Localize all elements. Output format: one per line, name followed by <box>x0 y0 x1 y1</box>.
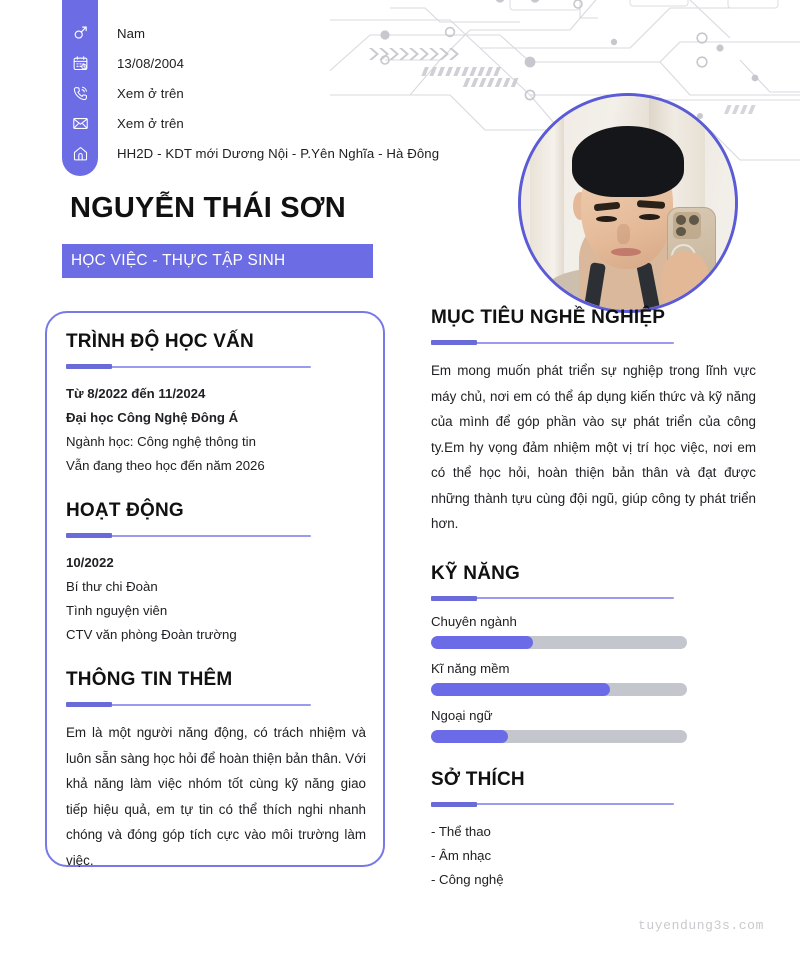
contact-row-phone <box>62 78 482 108</box>
section-title-education: TRÌNH ĐỘ HỌC VẤN <box>66 331 254 352</box>
section-activities <box>66 500 366 647</box>
skill-progress-track <box>431 683 687 696</box>
section-divider <box>66 532 366 540</box>
skill-label: Ngoại ngữ <box>431 707 493 723</box>
contact-value-email: Xem ở trên <box>117 115 184 131</box>
contact-value-phone: Xem ở trên <box>117 85 184 101</box>
section-hobbies <box>431 769 756 892</box>
job-title-badge <box>62 244 373 278</box>
hobby-item: - Thể thao <box>431 823 491 839</box>
activity-line: 10/2022 <box>66 555 114 570</box>
section-title-additional-info: THÔNG TIN THÊM <box>66 669 233 690</box>
section-divider <box>431 339 756 347</box>
section-career-objective <box>431 307 756 537</box>
skill-item <box>431 614 756 649</box>
hobby-item: - Âm nhạc <box>431 847 492 863</box>
hobby-item: - Công nghệ <box>431 871 504 887</box>
home-icon <box>62 145 98 162</box>
additional-info-paragraph: Em là một người năng động, có trách nhiệm và luôn sẵn sàng học hỏi để hoàn thiện bản thân. Với khả năng làm việc nhóm tốt cùng kỹ năng giao tiếp hiệu quả, em tự tin có thể thích nghi nhanh chóng và đóng góp tích cực vào môi trường làm việc. <box>66 725 366 868</box>
education-line: Từ 8/2022 đến 11/2024 <box>66 386 206 401</box>
skill-item <box>431 708 756 743</box>
left-column <box>66 331 366 895</box>
section-divider <box>66 701 366 709</box>
section-divider <box>66 363 366 371</box>
profile-photo <box>521 96 735 310</box>
email-icon <box>62 115 98 132</box>
contact-value-address: HH2D - KDT mới Dương Nội - P.Yên Nghĩa - Hà Đông <box>117 145 440 161</box>
skill-progress-fill <box>431 730 508 743</box>
section-divider <box>431 595 756 603</box>
right-column <box>431 307 756 914</box>
contact-value-gender: Nam <box>117 25 146 41</box>
education-line: Đại học Công Nghệ Đông Á <box>66 410 239 425</box>
section-additional-info <box>66 669 366 873</box>
gender-icon <box>62 25 98 42</box>
skill-progress-fill <box>431 683 610 696</box>
section-title-career-objective: MỤC TIÊU NGHỀ NGHIỆP <box>431 307 666 328</box>
contact-value-birthdate: 13/08/2004 <box>117 55 185 71</box>
section-divider <box>431 801 756 809</box>
career-objective-paragraph: Em mong muốn phát triển sự nghiệp trong lĩnh vực máy chủ, nơi em có thể áp dụng kiến thức và kỹ năng của mình để góp phần vào sự phát triển của công ty.Em hy vọng đảm nhiệm một vị trí học việc, nơi em có thể học hỏi, hoàn thiện bản thân và đạt được những thành tựu cùng đội ngũ, giúp công ty phát triển hơn. <box>431 363 756 531</box>
avatar <box>518 93 738 313</box>
section-skills <box>431 563 756 743</box>
contact-info-list <box>62 18 482 168</box>
section-title-hobbies: SỞ THÍCH <box>431 768 525 790</box>
activity-line: Bí thư chi Đoàn <box>66 579 158 594</box>
contact-row-gender <box>62 18 482 48</box>
calendar-icon <box>62 55 98 72</box>
section-title-skills: KỸ NĂNG <box>431 562 521 584</box>
skill-label: Kĩ năng mềm <box>431 660 510 676</box>
education-line: Vẫn đang theo học đến năm 2026 <box>66 458 265 473</box>
activity-line: CTV văn phòng Đoàn trường <box>66 627 237 642</box>
skill-label: Chuyên ngành <box>431 613 517 629</box>
education-line: Ngành học: Công nghệ thông tin <box>66 434 256 449</box>
section-title-activities: HOẠT ĐỘNG <box>66 500 184 521</box>
skill-progress-track <box>431 730 687 743</box>
skill-item <box>431 661 756 696</box>
candidate-name: NGUYỄN THÁI SƠN <box>70 192 346 224</box>
site-watermark: tuyendung3s.com <box>637 918 764 933</box>
job-title-text: HỌC VIỆC - THỰC TẬP SINH <box>71 252 286 269</box>
activity-line: Tình nguyện viên <box>66 603 168 618</box>
contact-row-address <box>62 138 482 168</box>
skill-progress-track <box>431 636 687 649</box>
contact-row-email <box>62 108 482 138</box>
skill-progress-fill <box>431 636 533 649</box>
section-education <box>66 331 366 478</box>
phone-icon <box>62 85 98 102</box>
contact-row-birthdate <box>62 48 482 78</box>
